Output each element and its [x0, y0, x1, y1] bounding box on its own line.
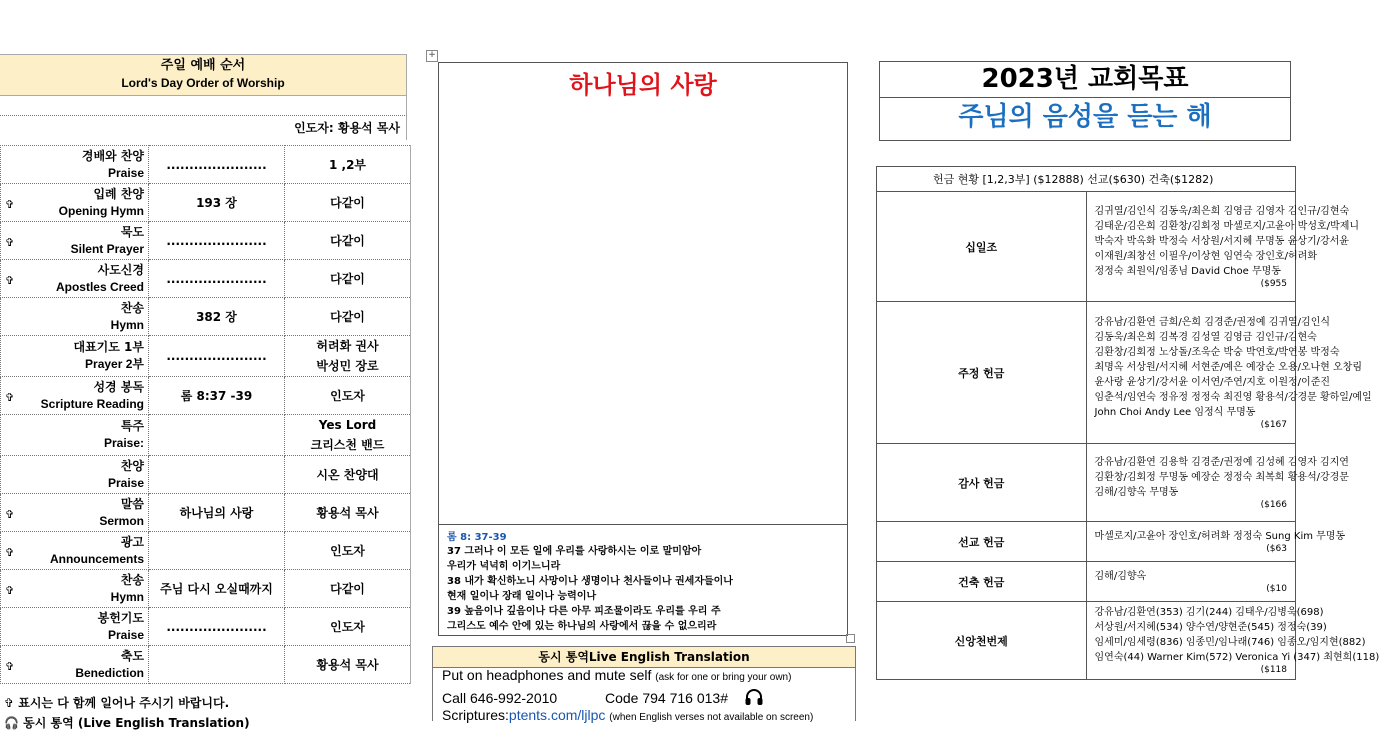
item-detail: ...................... — [149, 260, 285, 298]
worship-item — [1, 456, 149, 494]
offering-category: 신앙천번제 — [877, 602, 1087, 680]
item-leader-line: 황용석 목사 — [316, 657, 379, 672]
worship-row — [1, 646, 411, 684]
item-leader — [285, 456, 411, 494]
offering-names-line: 강유남/김환연(353) 김기(244) 김태우/김병욱(698) — [1094, 607, 1324, 618]
item-name-ko: 사도신경 — [97, 262, 144, 277]
item-detail: 382 장 — [149, 298, 285, 336]
stand-mark-icon: ✞ — [5, 660, 15, 673]
item-leader — [285, 494, 411, 532]
worship-row — [1, 377, 411, 415]
worship-row — [1, 494, 411, 532]
worship-row — [1, 146, 411, 184]
worship-row — [1, 608, 411, 646]
worship-item — [1, 184, 149, 222]
verse-line: 38 내가 확신하노니 사망이나 생명이나 천사들이나 권세자들이나 — [447, 576, 733, 587]
offering-names — [1086, 302, 1372, 444]
item-leader-line: 1 ,2부 — [328, 157, 367, 172]
item-name-ko: 찬송 — [120, 572, 144, 587]
worship-item — [1, 146, 149, 184]
offering-names-line: 윤사랑 윤상기/강서윤 이서연/주연/지호 이원정/이준진 — [1094, 376, 1331, 388]
item-leader — [285, 415, 411, 456]
item-detail: 주님 다시 오실때까지 — [149, 570, 285, 608]
item-name-en: Benediction — [75, 665, 144, 680]
headphones-icon — [744, 687, 764, 707]
offering-amount: ($118 — [1260, 665, 1287, 675]
item-name-ko: 성경 봉독 — [93, 379, 144, 394]
worship-item — [1, 608, 149, 646]
item-name-en: Opening Hymn — [58, 203, 144, 218]
item-name-ko: 특주 — [120, 419, 144, 433]
call-number: Call 646-992-2010 — [442, 690, 558, 706]
offering-names-line: 임연숙(44) Warner Kim(572) Veronica Yi (347) 최현희(118) — [1094, 652, 1379, 663]
stand-mark-icon: ✞ — [5, 584, 15, 597]
offering-names-line: 서상원/서지혜(534) 양수연/양현준(545) 정정숙(39) — [1094, 622, 1327, 633]
verse-ref: 롬 8: 37-39 — [447, 532, 507, 543]
offering-names-line: 임춘석/임연숙 정유정 정정숙 최진영 황용석/강경문 황하일/예일 — [1094, 391, 1372, 403]
offering-names-line: 박숙자 박옥화 박정숙 서상원/서지혜 무명동 윤상기/강서윤 — [1094, 235, 1349, 247]
item-leader — [285, 146, 411, 184]
offering-category: 선교 헌금 — [877, 522, 1087, 562]
translation-note-text: 동시 통역 (Live English Translation) — [23, 716, 250, 730]
item-name-ko: 대표기도 1부 — [73, 340, 144, 354]
item-leader — [285, 377, 411, 415]
offering-row — [877, 602, 1296, 680]
offering-amount: ($63 — [1266, 543, 1287, 554]
offering-amount: ($10 — [1266, 583, 1287, 594]
sermon-box — [438, 62, 848, 636]
offering-row — [877, 522, 1296, 562]
item-name-ko: 광고 — [120, 534, 144, 549]
offering-names-line: 김해/김향옥 무명동 — [1094, 486, 1179, 498]
verse-line: 그리스도 예수 안에 있는 하나님의 사랑에서 끊을 수 없으리라 — [447, 621, 717, 632]
scripture-note: (when English verses not available on screen) — [609, 712, 814, 723]
worship-row — [1, 336, 411, 377]
stand-mark-icon: ✞ — [5, 274, 15, 287]
worship-row — [1, 532, 411, 570]
item-name-en: Announcements — [49, 551, 144, 566]
worship-item — [1, 646, 149, 684]
worship-item — [1, 570, 149, 608]
verse-line: 39 높음이나 깊음이나 다른 아무 피조물이라도 우리를 우리 주 — [447, 606, 721, 617]
leader-label: 인도자: 황용석 목사 — [294, 121, 400, 135]
worship-table — [0, 145, 411, 684]
offering-names — [1086, 562, 1296, 602]
worship-item — [1, 260, 149, 298]
item-leader-line: 박성민 장로 — [316, 359, 379, 373]
item-detail: 롬 8:37 -39 — [149, 377, 285, 415]
offering-names-line: 마셀로지/고윤아 장인호/허려화 정정숙 Sung Kim 무명동 — [1094, 530, 1346, 542]
item-leader — [285, 532, 411, 570]
goal-subtitle: 주님의 음성을 듣는 해 — [958, 102, 1212, 132]
item-detail: 193 장 — [149, 184, 285, 222]
item-leader — [285, 336, 411, 377]
call-code: Code 794 716 013# — [604, 690, 728, 706]
headphones-instruction — [442, 667, 791, 683]
item-detail — [149, 415, 285, 456]
worship-header — [0, 54, 407, 96]
offering-names — [1086, 602, 1379, 680]
worship-row — [1, 456, 411, 494]
item-name-en: Praise — [107, 627, 144, 642]
worship-row — [1, 298, 411, 336]
offering-names-line: 김태운/김은희 김환창/김회정 마셀로지/고윤아 박성호/박제니 — [1094, 220, 1360, 232]
translation-note — [4, 714, 250, 730]
scripture-link[interactable]: ptents.com/ljlpc — [508, 707, 606, 723]
standing-note-text: 표시는 다 함께 일어나 주시기 바랍니다. — [18, 696, 230, 710]
item-name-ko: 찬송 — [120, 300, 144, 315]
worship-item — [1, 532, 149, 570]
offering-names-line: John Choi Andy Lee 임정식 무명동 — [1094, 406, 1256, 418]
worship-title-ko: 주일 예배 순서 — [160, 58, 246, 73]
stand-mark-icon: ✞ — [5, 391, 15, 404]
item-leader-line: 인도자 — [330, 543, 365, 558]
offering-names-line: 임세미/임세령(836) 임종민/임나래(746) 임종오/임지현(882) — [1094, 637, 1366, 648]
offering-table — [876, 166, 1379, 680]
worship-row — [1, 260, 411, 298]
item-leader — [285, 298, 411, 336]
item-leader-line: 다같이 — [330, 581, 365, 596]
worship-item — [1, 298, 149, 336]
offering-names-line: 강유남/김환연 금희/은희 김경준/권정예 김귀열/김인식 — [1094, 316, 1331, 328]
offering-row — [877, 302, 1296, 444]
item-name-ko: 묵도 — [120, 224, 144, 239]
offering-header: 헌금 현황 [1,2,3부] ($12888) 선교($630) 건축($1282) — [877, 167, 1296, 192]
item-name-ko: 경배와 찬양 — [81, 148, 144, 163]
offering-amount: ($166 — [1260, 499, 1287, 510]
item-leader-line: 인도자 — [330, 388, 365, 403]
offering-names — [1086, 444, 1349, 522]
stand-mark-icon: ✞ — [5, 508, 15, 521]
item-name-en: Hymn — [110, 317, 144, 332]
item-leader-line: 다같이 — [330, 195, 365, 210]
offering-category: 건축 헌금 — [877, 562, 1087, 602]
item-leader-line: 허려화 권사 — [316, 339, 379, 353]
stand-mark-icon: ✞ — [5, 546, 15, 559]
worship-item — [1, 494, 149, 532]
translation-box — [432, 646, 856, 721]
item-name-ko: 축도 — [120, 648, 144, 663]
worship-item — [1, 336, 149, 377]
offering-names-line: 김환창/김회정 무명동 예장순 정정숙 최복희 황용석/강경문 — [1094, 471, 1349, 483]
item-name-en: Praise: — [103, 436, 144, 450]
item-name-en: Praise — [107, 165, 144, 180]
item-leader-line: 인도자 — [330, 619, 365, 634]
verse-line: 현재 일이나 장래 일이나 능력이나 — [447, 591, 597, 602]
offering-names-line: 김귀열/김인식 김동욱/최은희 김영금 김영자 김인규/김현숙 — [1094, 205, 1350, 217]
offering-names-line: 이재원/최창선 이필우/이상현 임연숙 장인호/허려화 — [1094, 250, 1318, 262]
item-detail — [149, 646, 285, 684]
offering-row — [877, 444, 1296, 522]
item-detail: ...................... — [149, 146, 285, 184]
offering-row — [877, 192, 1296, 302]
verse-area — [439, 524, 847, 635]
item-detail: ...................... — [149, 608, 285, 646]
scripture-info — [442, 707, 813, 723]
item-leader-line: Yes Lord — [318, 418, 377, 432]
worship-item — [1, 377, 149, 415]
leader-row — [0, 115, 407, 140]
verse-line: 37 그러나 이 모든 일에 우리를 사랑하시는 이로 말미암아 — [447, 546, 702, 557]
item-leader-line: 크리스천 밴드 — [310, 438, 385, 452]
item-name-en: Sermon — [99, 513, 144, 528]
item-name-ko: 말씀 — [120, 496, 144, 511]
item-leader — [285, 646, 411, 684]
sermon-title: 하나님의 사랑 — [569, 71, 717, 99]
headphones-text: Put on headphones and mute self — [442, 667, 652, 683]
worship-row — [1, 570, 411, 608]
item-detail: ...................... — [149, 222, 285, 260]
headphones-note: (ask for one or bring your own) — [655, 672, 792, 683]
item-name-ko: 찬양 — [120, 458, 144, 473]
verse-line: 우리가 넉넉히 이기느니라 — [447, 561, 561, 572]
item-leader-line: 황용석 목사 — [316, 505, 379, 520]
item-leader-line: 다같이 — [330, 233, 365, 248]
item-leader — [285, 184, 411, 222]
item-name-en: Hymn — [110, 589, 144, 604]
item-name-ko: 입례 찬양 — [93, 186, 144, 201]
headphone-icon: 🎧 — [4, 716, 24, 730]
offering-names-line: 김해/김향옥 — [1094, 570, 1147, 582]
blank-row — [0, 95, 407, 115]
offering-names — [1086, 192, 1360, 302]
worship-item — [1, 415, 149, 456]
item-leader — [285, 570, 411, 608]
translation-header: 동시 통역Live English Translation — [433, 647, 855, 668]
offering-names-line: 김환창/김회정 노상돌/조욱순 박숭 박연호/박연봉 박정숙 — [1094, 346, 1340, 358]
item-leader — [285, 260, 411, 298]
item-name-en: Apostles Creed — [55, 279, 144, 294]
worship-row — [1, 222, 411, 260]
item-leader-line: 다같이 — [330, 271, 365, 286]
offering-category: 감사 헌금 — [877, 444, 1087, 522]
offering-row — [877, 562, 1296, 602]
item-leader — [285, 222, 411, 260]
standing-icon: ✞ — [4, 696, 19, 710]
offering-names-line: 최명옥 서상원/서지혜 서현준/예은 예장순 오용/오나현 오창림 — [1094, 361, 1363, 373]
move-handle-icon[interactable]: + — [426, 50, 438, 62]
item-name-en: Prayer 2부 — [85, 357, 144, 371]
offering-category: 십일조 — [877, 192, 1087, 302]
item-detail — [149, 456, 285, 494]
worship-row — [1, 184, 411, 222]
worship-title-en: Lord's Day Order of Worship — [121, 76, 285, 90]
offering-names-line: 강유남/김환연 김용학 김경준/권정예 김성혜 김영자 김지연 — [1094, 456, 1349, 468]
worship-row — [1, 415, 411, 456]
standing-note — [4, 694, 229, 711]
item-name-en: Scripture Reading — [40, 396, 144, 411]
offering-amount: ($167 — [1260, 419, 1287, 430]
offering-category: 주정 헌금 — [877, 302, 1087, 444]
item-name-en: Silent Prayer — [70, 241, 144, 256]
resize-handle-icon[interactable] — [846, 634, 855, 643]
call-info — [442, 687, 764, 707]
item-leader — [285, 608, 411, 646]
stand-mark-icon: ✞ — [5, 236, 15, 249]
item-detail: 하나님의 사랑 — [149, 494, 285, 532]
goal-title: 2023년 교회목표 — [880, 62, 1290, 98]
item-leader-line: 다같이 — [330, 309, 365, 324]
church-goal-box — [879, 61, 1291, 141]
item-name-ko: 봉헌기도 — [97, 610, 144, 625]
offering-names — [1086, 522, 1346, 562]
item-detail — [149, 532, 285, 570]
scripture-label: Scriptures: — [442, 707, 509, 723]
item-leader-line: 시온 찬양대 — [316, 467, 379, 482]
offering-names-line: 정정숙 최원익/임종님 David Choe 무명동 — [1094, 265, 1281, 277]
offering-names-line: 김동욱/최은희 김복경 김성열 김영금 김인규/김현숙 — [1094, 331, 1317, 343]
offering-amount: ($955 — [1260, 278, 1287, 289]
item-name-en: Praise — [107, 475, 144, 490]
stand-mark-icon: ✞ — [5, 198, 15, 211]
worship-item — [1, 222, 149, 260]
item-detail: ...................... — [149, 336, 285, 377]
